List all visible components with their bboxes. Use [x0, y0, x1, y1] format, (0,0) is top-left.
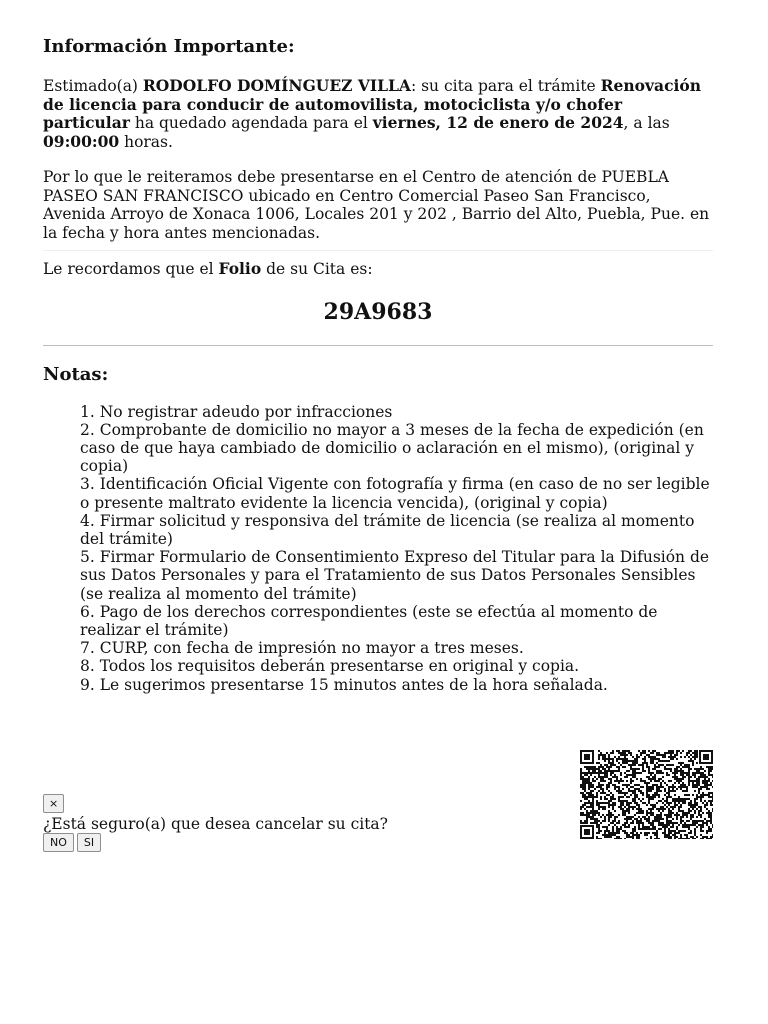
folio-word: Folio: [218, 259, 262, 278]
appointment-summary: [43, 77, 713, 151]
summary-text-3: , a las: [623, 114, 670, 132]
appointment-date: viernes, 12 de enero de 2024: [372, 113, 624, 132]
qr-code: [580, 750, 713, 839]
location-text: Por lo que le reiteramos debe presentarse en el Centro de atención de PUEBLA PASEO SAN FRANCISCO ubicado en Centro Comercial Paseo San Francisco, Avenida Arroyo de Xonaca 1006, Locales 201 y 202 , Barrio del Alto, Puebla, Pue. en la fecha y hora antes mencionadas.: [43, 168, 710, 242]
yes-button[interactable]: SI: [77, 833, 101, 852]
list-item: 6. Pago de los derechos correspondientes (este se efectúa al momento de realizar el trámite): [80, 602, 658, 639]
appointment-confirmation: [43, 34, 713, 694]
info-title: Información Importante:: [43, 36, 295, 57]
summary-text-4: horas.: [119, 132, 173, 151]
divider: [43, 250, 713, 251]
summary-text-2: ha quedado agendada para el: [129, 114, 373, 132]
procedure-name: Renovación de licencia para conducir de automovilista, motociclista y/o chofer particular: [43, 76, 702, 132]
cancel-dialog: [43, 793, 388, 852]
folio-reminder: [43, 260, 713, 279]
summary-text-1: : su cita para el trámite: [410, 77, 601, 95]
list-item: 5. Firmar Formulario de Consentimiento Expreso del Titular para la Difusión de sus Datos Personales y para el Tratamiento de sus Datos Personales Sensibles (se realiza al momento del trámite): [80, 548, 710, 603]
dialog-buttons: [43, 833, 388, 852]
greeting-text: Estimado(a): [43, 77, 143, 95]
list-item: 3. Identificación Oficial Vigente con fotografía y firma (en caso de no ser legible o presente maltrato evidente la licencia vencida), (original y copia): [80, 475, 710, 512]
section-divider: [43, 345, 713, 346]
list-item: 7. CURP, con fecha de impresión no mayor a tres meses.: [80, 639, 524, 658]
requirements-list: [43, 403, 713, 694]
close-button[interactable]: ×: [43, 794, 64, 813]
appointment-time: 09:00:00: [43, 131, 120, 151]
list-item: 4. Firmar solicitud y responsiva del trámite de licencia (se realiza al momento del trámite): [80, 511, 695, 548]
folio-text-1: Le recordamos que el: [43, 260, 219, 278]
list-item: 2. Comprobante de domicilio no mayor a 3 meses de la fecha de expedición (en caso de que haya cambiado de domicilio o aclaración en el mismo), (original y copia): [80, 420, 704, 476]
list-item: 8. Todos los requisitos deberán presentarse en original y copia.: [80, 657, 580, 676]
cancel-question: ¿Está seguro(a) que desea cancelar su cita?: [43, 815, 388, 833]
folio-text-2: de su Cita es:: [261, 260, 373, 278]
folio-number: 29A9683: [323, 298, 433, 325]
no-button[interactable]: NO: [43, 833, 74, 852]
citizen-name: RODOLFO DOMÍNGUEZ VILLA: [142, 76, 411, 95]
list-item: 9. Le sugerimos presentarse 15 minutos antes de la hora señalada.: [80, 675, 608, 694]
notes-title: Notas:: [43, 363, 109, 385]
list-item: 1. No registrar adeudo por infracciones: [80, 402, 393, 421]
